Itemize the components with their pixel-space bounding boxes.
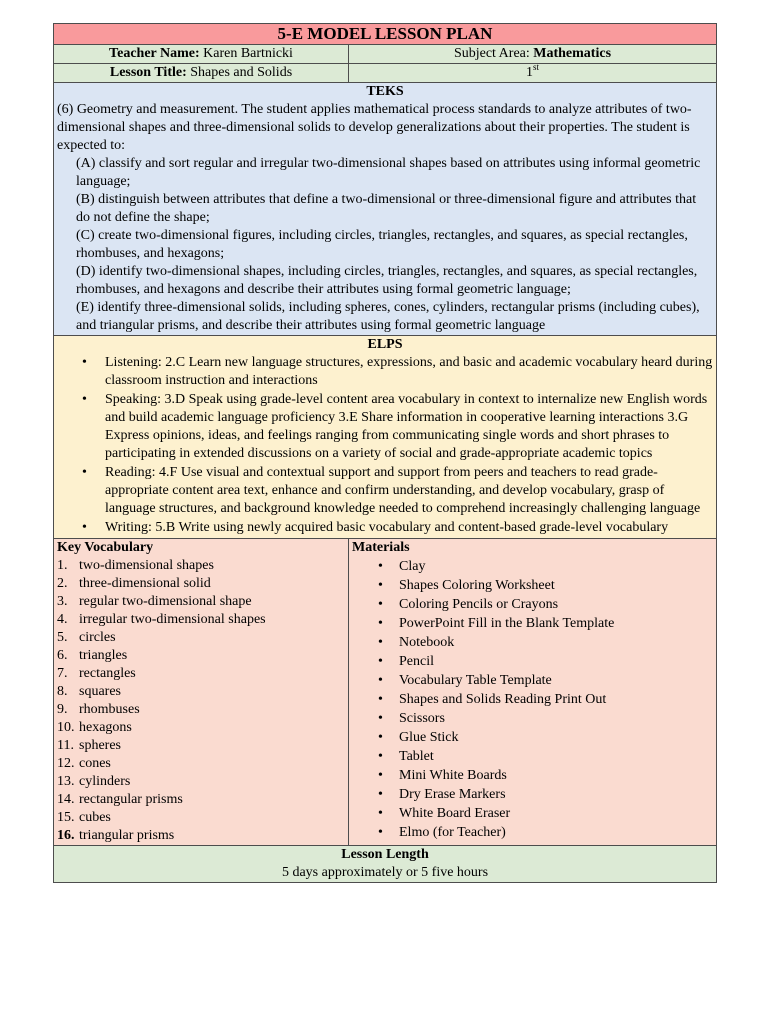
teks-item: (B) distinguish between attributes that define a two-dimensional or three-dimensional figure and attributes that do not define the shape; <box>76 192 697 225</box>
list-item <box>57 575 345 593</box>
vocabulary-term: cylinders <box>79 774 131 789</box>
vocabulary-term: triangular prisms <box>79 828 175 843</box>
elps-list <box>57 354 713 537</box>
list-item: • Dry Erase Markers <box>399 785 713 804</box>
list-item <box>57 719 345 737</box>
list-item: • Notebook <box>399 633 713 652</box>
list-number: 15. <box>57 810 75 825</box>
grade-suffix: st <box>532 62 539 72</box>
vocabulary-term: regular two-dimensional shape <box>79 594 252 609</box>
vocabulary-list <box>57 557 345 845</box>
list-item: • Scissors <box>399 709 713 728</box>
teacher-name-cell <box>54 45 349 64</box>
list-item <box>57 755 345 773</box>
teks-item: (E) identify three-dimensional solids, including spheres, cones, cylinders, rectangular prisms (including cubes), and triangular prisms, and describe their attributes using formal geometric language <box>76 300 700 333</box>
lesson-title-cell <box>54 64 349 83</box>
vocabulary-term: rhombuses <box>79 702 140 717</box>
list-item <box>57 611 345 629</box>
subject-area-cell <box>349 45 717 64</box>
elps-item-listening: • Listening: 2.C Learn new language structures, expressions, and basic and academic vocabulary heard during classroom instruction and interactions <box>105 354 713 390</box>
elps-item-speaking: • Speaking: 3.D Speak using grade-level content area vocabulary in context to internalize new English words and build academic language proficiency 3.E Share information in cooperative learning interactions 3.G Express opinions, ideas, and feelings ranging from communicating single words and short phrases to participating in extended discussions on a variety of social and grade-appropriate academic topics <box>105 391 713 463</box>
subject-area-label: Subject Area: <box>453 46 530 61</box>
list-number: 1. <box>57 558 68 573</box>
list-item <box>57 737 345 755</box>
list-item: • Elmo (for Teacher) <box>399 823 713 842</box>
list-item <box>57 683 345 701</box>
document-title: 5-E MODEL LESSON PLAN <box>54 24 717 45</box>
list-item: • Pencil <box>399 652 713 671</box>
list-item <box>57 665 345 683</box>
lesson-length-section <box>54 846 717 883</box>
key-vocabulary-section <box>54 539 349 846</box>
list-item: • Shapes and Solids Reading Print Out <box>399 690 713 709</box>
teks-item: (D) identify two-dimensional shapes, including circles, triangles, rectangles, and squares, as special rectangles, rhombuses, and hexagons and describe their attributes using formal geometric language; <box>76 264 698 297</box>
list-item: • Tablet <box>399 747 713 766</box>
elps-item-writing: • Writing: 5.B Write using newly acquired basic vocabulary and content-based grade-level vocabulary <box>105 519 713 537</box>
list-number: 4. <box>57 612 68 627</box>
list-item: • Clay <box>399 557 713 576</box>
teacher-name-label: Teacher Name: <box>109 46 200 61</box>
list-number: 16. <box>57 828 75 843</box>
vocabulary-term: cubes <box>79 810 111 825</box>
lesson-title-value: Shapes and Solids <box>190 65 293 80</box>
materials-heading-text: Materials <box>352 540 410 555</box>
vocabulary-term: rectangles <box>79 666 136 681</box>
vocabulary-term: irregular two-dimensional shapes <box>79 612 266 627</box>
list-number: 2. <box>57 576 68 591</box>
lesson-length-heading: Lesson Length <box>341 847 429 862</box>
list-number: 6. <box>57 648 68 663</box>
lesson-length-value: 5 days approximately or 5 five hours <box>281 865 489 880</box>
teks-intro: (6) Geometry and measurement. The student applies mathematical process standards to analyze attributes of two-dimensional shapes and three-dimensional solids to develop generalizations about their properties. The student is expected to: <box>57 102 692 153</box>
lesson-plan-document <box>53 23 716 883</box>
list-item: • Vocabulary Table Template <box>399 671 713 690</box>
list-number: 8. <box>57 684 68 699</box>
list-item: • Shapes Coloring Worksheet <box>399 576 713 595</box>
list-number: 11. <box>57 738 74 753</box>
list-number: 12. <box>57 756 75 771</box>
list-number: 14. <box>57 792 75 807</box>
vocabulary-term: circles <box>79 630 116 645</box>
list-number: 7. <box>57 666 68 681</box>
vocabulary-term: cones <box>79 756 111 771</box>
list-number: 9. <box>57 702 68 717</box>
list-item <box>57 593 345 611</box>
grade-cell <box>349 64 717 83</box>
vocabulary-term: spheres <box>79 738 121 753</box>
teacher-name-value: Karen Bartnicki <box>203 46 293 61</box>
vocabulary-term: three-dimensional solid <box>79 576 211 591</box>
list-item <box>57 809 345 827</box>
vocabulary-term: two-dimensional shapes <box>79 558 214 573</box>
materials-list <box>352 557 713 842</box>
grade-number: 1 <box>525 65 533 80</box>
list-item <box>57 701 345 719</box>
key-vocabulary-heading-text: Key Vocabulary <box>57 540 154 555</box>
elps-section <box>54 336 717 539</box>
list-item <box>57 827 345 845</box>
teks-item: (C) create two-dimensional figures, including circles, triangles, rectangles, and squares, as special rectangles, rhombuses, and hexagons; <box>76 228 688 261</box>
list-item <box>57 791 345 809</box>
list-item: • PowerPoint Fill in the Blank Template <box>399 614 713 633</box>
materials-section <box>349 539 717 846</box>
teks-section <box>54 83 717 336</box>
list-item <box>57 773 345 791</box>
lesson-plan-table <box>53 23 717 883</box>
list-number: 10. <box>57 720 75 735</box>
lesson-title-label: Lesson Title: <box>109 65 187 80</box>
list-number: 5. <box>57 630 68 645</box>
subject-area-value: Mathematics <box>533 46 612 61</box>
list-item: • Coloring Pencils or Crayons <box>399 595 713 614</box>
list-item <box>57 629 345 647</box>
list-item: • Glue Stick <box>399 728 713 747</box>
list-number: 3. <box>57 594 68 609</box>
teks-heading: TEKS <box>366 84 404 99</box>
elps-item-reading: • Reading: 4.F Use visual and contextual support and support from peers and teachers to read grade-appropriate content area text, enhance and confirm understanding, and develop vocabulary, grasp of language structures, and background knowledge needed to comprehend increasingly challenging language <box>105 464 713 518</box>
list-item: • Mini White Boards <box>399 766 713 785</box>
list-item <box>57 557 345 575</box>
vocabulary-term: squares <box>79 684 121 699</box>
list-number: 13. <box>57 774 75 789</box>
materials-heading <box>352 539 713 557</box>
list-item <box>57 647 345 665</box>
vocabulary-term: rectangular prisms <box>79 792 183 807</box>
elps-heading: ELPS <box>367 337 403 352</box>
list-item: • White Board Eraser <box>399 804 713 823</box>
vocabulary-term: triangles <box>79 648 128 663</box>
vocabulary-term: hexagons <box>79 720 132 735</box>
teks-item: (A) classify and sort regular and irregular two-dimensional shapes based on attributes using informal geometric language; <box>76 156 701 189</box>
key-vocabulary-heading <box>57 539 345 557</box>
